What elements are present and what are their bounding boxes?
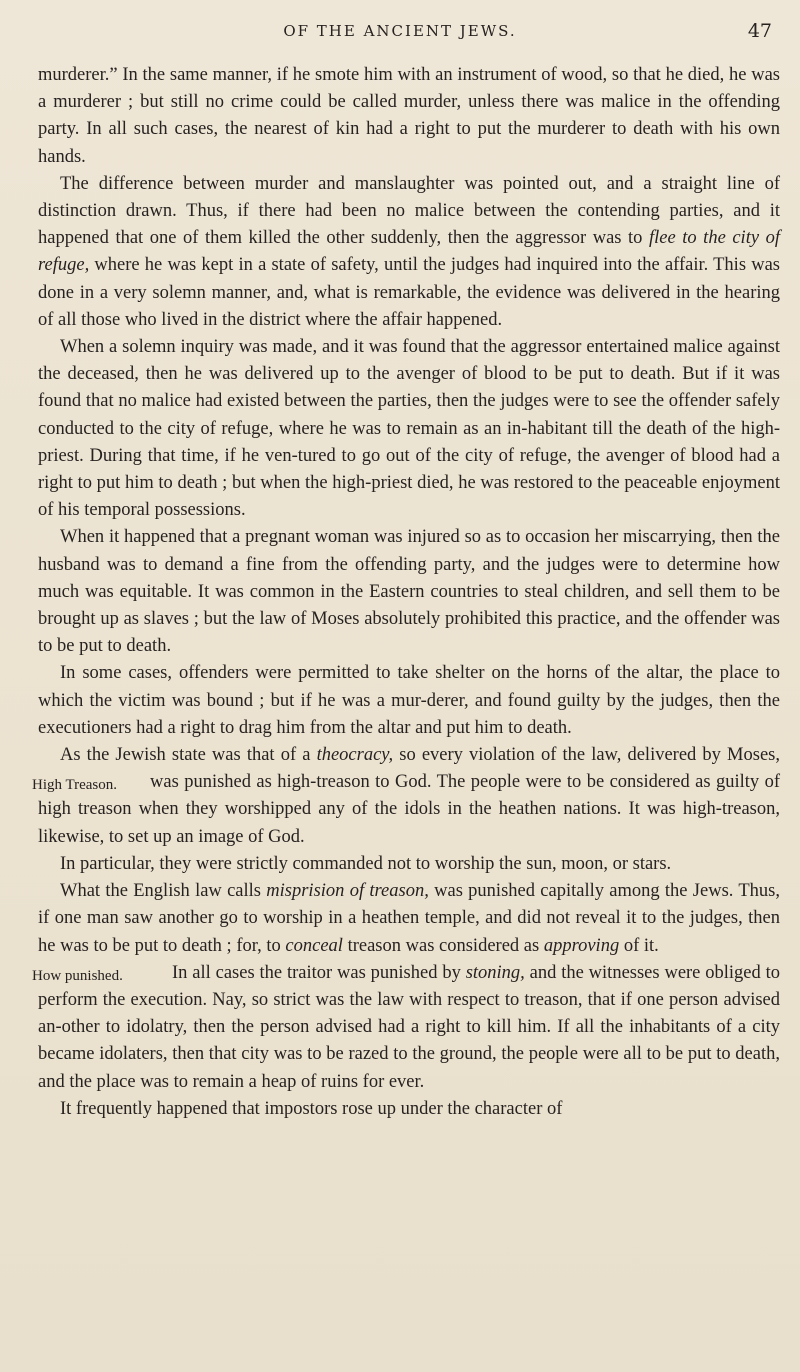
paragraph-6-text-b-before-note: so every violation of the law, delivered by Moses, was punished as high-treason to God. The bbox=[150, 745, 780, 793]
paragraph-2-text-a: The difference between murder and manslaughter was pointed out, and a straight line of distinction drawn. Thus, if there had been no malice between the contending parties, and it happened that one of them killed the other suddenly, then the aggressor was to bbox=[38, 173, 780, 249]
paragraph-9-text-a: In all cases the traitor was punished by bbox=[172, 962, 466, 983]
paragraph-6-italic: theocracy, bbox=[316, 745, 394, 766]
paragraph-6 bbox=[32, 742, 781, 851]
paragraph-3: When a solemn inquiry was made, and it was found that the aggressor entertained malice against the deceased, then he was delivered up to the avenger of blood to be put to death. But if it was found that no malice had existed between the parties, then the judges were to see the offender safely conducted to the city of refuge, where he was to remain as an in-habitant till the death of the high-priest. During that time, if he ven-tured to go out of the city of refuge, the avenger of blood had a right to put him to death ; but when the high-priest died, he was restored to the peaceable enjoyment of his temporal possessions. bbox=[38, 337, 780, 521]
paragraph-8-italic-1: misprision of treason, bbox=[266, 881, 429, 902]
paragraph-8-text-a: What the English law calls bbox=[60, 881, 267, 902]
paragraph-8 bbox=[38, 878, 780, 960]
page-number: 47 bbox=[747, 20, 772, 42]
paragraph-1: murderer.” In the same manner, if he smote him with an instrument of wood, so that he died, he was a murderer ; but still no crime could be called murder, unless there was malice in the offending party. In all such cases, the nearest of kin had a right to put the murderer to death with his own hands. bbox=[38, 65, 780, 167]
paragraph-5: In some cases, offenders were permitted to take shelter on the horns of the altar, the place to which the victim was bound ; but if he was a mur-derer, and found guilty by the judges, then the executioners had a right to drag him from the altar and put him to death. bbox=[38, 663, 780, 738]
margin-note-how-punished: How punished. bbox=[32, 967, 123, 984]
paragraph-8-italic-2: conceal bbox=[285, 935, 343, 956]
margin-note-high-treason: High Treason. bbox=[32, 777, 118, 794]
paragraph-2-italic: flee to the city of refuge, bbox=[38, 228, 780, 276]
body-text bbox=[32, 62, 781, 1123]
paragraph-8-text-b: was punished capitally among the Jews. Thus, if one man saw another go to worship in a heathen temple, and did not reveal it to the judges, then he was to be put to death ; for, to bbox=[38, 881, 780, 956]
paragraph-9 bbox=[32, 960, 781, 1096]
paragraph-9-text-b-before-note: and the witnesses were bbox=[524, 962, 701, 983]
paragraph-2 bbox=[38, 171, 780, 334]
paragraph-9-italic: stoning, bbox=[465, 962, 525, 983]
running-head: OF THE ANCIENT JEWS. bbox=[283, 22, 517, 40]
paragraph-7: In particular, they were strictly commanded not to worship the sun, moon, or stars. bbox=[60, 853, 672, 874]
page-header bbox=[0, 20, 800, 50]
paragraph-6-text-b-after-note: people were to be considered as guilty of high treason when they worshipped any of the idols in the heathen nations. It was high-treason, likewise, to set up an image of God. bbox=[38, 772, 781, 847]
paragraph-2-text-b: where he was kept in a state of safety, until the judges had inquired into the affair. This was done in a very solemn manner, and, what is remarkable, the evidence was delivered in the hearing of all those who lived in the district where the affair happened. bbox=[38, 255, 780, 330]
paragraph-8-italic-3: approving bbox=[543, 935, 620, 956]
paragraph-8-text-c: treason was considered as bbox=[342, 935, 544, 956]
paragraph-10: It frequently happened that impostors rose up under the character of bbox=[60, 1098, 563, 1119]
paragraph-4: When it happened that a pregnant woman was injured so as to occasion her miscarrying, then the husband was to demand a fine from the offending party, and the judges were to determine how much was equitable. It was common in the Eastern countries to steal children, and sell them to be brought up as slaves ; but the law of Moses absolutely prohibited this practice, and the offender was to be put to death. bbox=[38, 527, 780, 657]
paragraph-6-text-a: As the Jewish state was that of a bbox=[60, 745, 317, 766]
paragraph-9-text-b-after-note: obliged to perform the execution. Nay, so strict was the law with respect to treason, that if one person advised an-other to idolatry, then the person advised had a right to kill him. If all the inhabitants of a city became idolaters, then that city was to be razed to the ground, the people were all to be put to death, and the place was to remain a heap of ruins for ever. bbox=[38, 962, 781, 1092]
paragraph-8-text-d: of it. bbox=[619, 935, 659, 956]
